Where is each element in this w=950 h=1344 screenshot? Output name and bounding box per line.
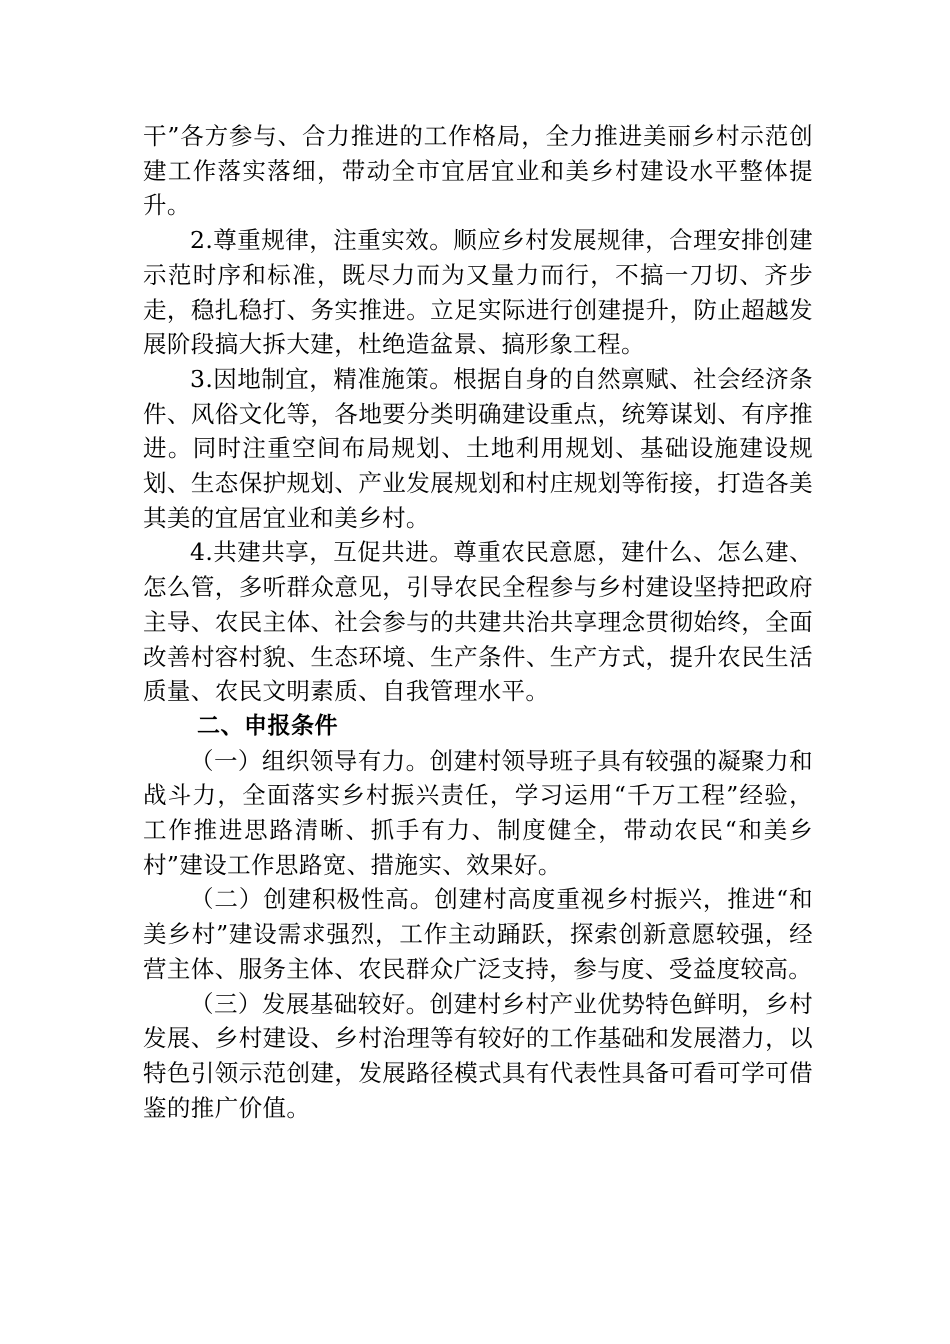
paragraph-continuation: 干”各方参与、合力推进的工作格局，全力推进美丽乡村示范创建工作落实落细，带动全市宜居宜业和美乡村建设水平整体提升。 (143, 122, 813, 220)
paragraph-condition-2: （二）创建积极性高。创建村高度重视乡村振兴，推进“和美乡村”建设需求强烈，工作主动踊跃，探索创新意愿较强，经营主体、服务主体、农民群众广泛支持，参与度、受益度较高。 (143, 885, 813, 983)
paragraph-principle-4: 4.共建共享，互促共进。尊重农民意愿，建什么、怎么建、怎么管，多听群众意见，引导农民全程参与乡村建设坚持把政府主导、农民主体、社会参与的共建共治共享理念贯彻始终，全面改善村容村貌、生态环境、生产条件、生产方式，提升农民生活质量、农民文明素质、自我管理水平。 (143, 538, 813, 706)
paragraph-condition-3: （三）发展基础较好。创建村乡村产业优势特色鲜明，乡村发展、乡村建设、乡村治理等有较好的工作基础和发展潜力，以特色引领示范创建，发展路径模式具有代表性具备可看可学可借鉴的推广价值。 (143, 989, 813, 1122)
paragraph-principle-2: 2.尊重规律，注重实效。顺应乡村发展规律，合理安排创建示范时序和标准，既尽力而为又量力而行，不搞一刀切、齐步走，稳扎稳打、务实推进。立足实际进行创建提升，防止超越发展阶段搞大拆大建，杜绝造盆景、搞形象工程。 (143, 226, 813, 359)
paragraph-condition-1: （一）组织领导有力。创建村领导班子具有较强的凝聚力和战斗力，全面落实乡村振兴责任，学习运用“千万工程”经验，工作推进思路清晰、抓手有力、制度健全，带动农民“和美乡村”建设工作思路宽、措施实、效果好。 (143, 746, 813, 879)
document-body (143, 119, 813, 1125)
section-heading: 二、申报条件 (197, 712, 338, 739)
paragraph-principle-3: 3.因地制宜，精准施策。根据自身的自然禀赋、社会经济条件、风俗文化等，各地要分类明确建设重点，统筹谋划、有序推进。同时注重空间布局规划、土地利用规划、基础设施建设规划、生态保护规划、产业发展规划和村庄规划等衔接，打造各美其美的宜居宜业和美乡村。 (143, 364, 813, 532)
